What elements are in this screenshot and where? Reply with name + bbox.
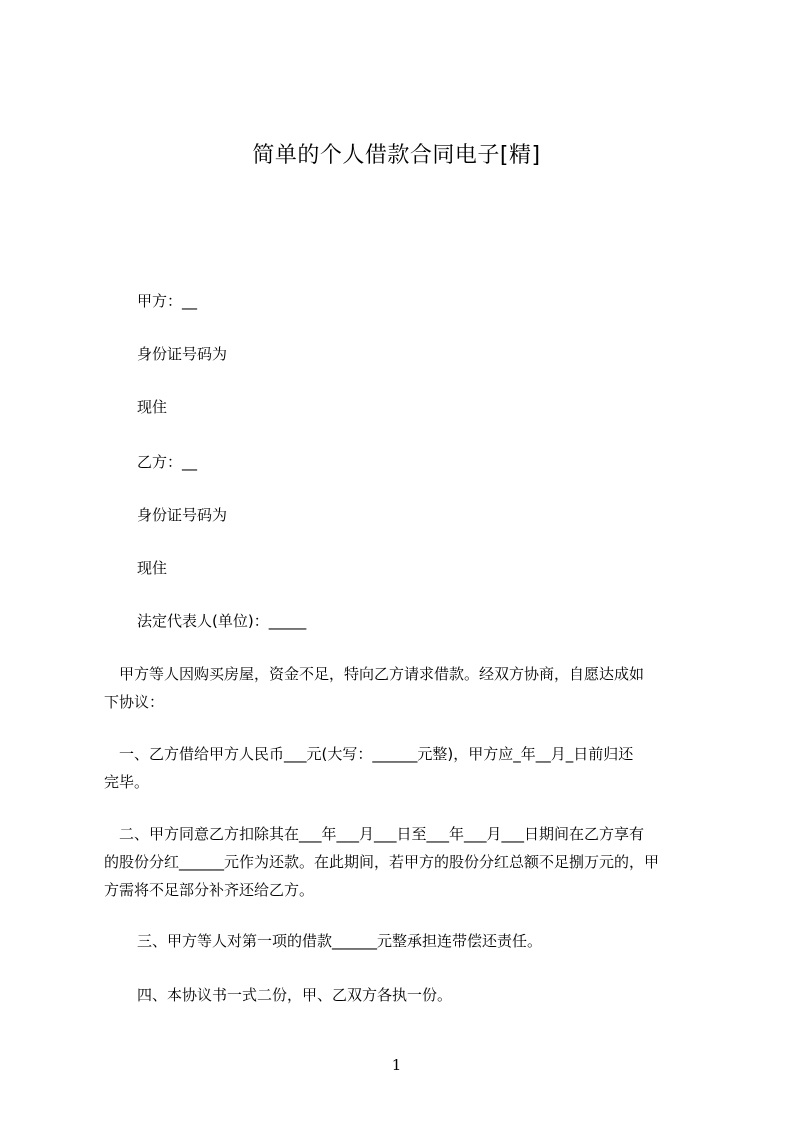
clause-1-line: 一、乙方借给甲方人民币___元(大写：______元整)，甲方应_年__月_日前归还	[104, 745, 634, 763]
party-b-address: 现住	[137, 559, 168, 577]
page-number: 1	[391, 1056, 402, 1074]
party-b-id: 身份证号码为	[137, 506, 228, 524]
party-b-label: 乙方：__	[137, 453, 198, 471]
clause-2-line: 的股份分红______元作为还款。在此期间，若甲方的股份分红总额不足捌万元的，甲	[104, 853, 660, 871]
party-a-label: 甲方：__	[137, 292, 198, 310]
clause-3: 三、甲方等人对第一项的借款______元整承担连带偿还责任。	[137, 932, 543, 950]
clause-2	[104, 820, 704, 904]
party-a-address: 现住	[137, 398, 168, 416]
intro-line: 下协议：	[104, 693, 165, 711]
clause-1-line: 完毕。	[104, 773, 150, 791]
party-a-id: 身份证号码为	[137, 345, 228, 363]
clause-2-line: 方需将不足部分补齐还给乙方。	[104, 881, 315, 899]
clause-2-line: 二、甲方同意乙方扣除其在___年___月___日至___年___月___日期间在乙方享有	[104, 825, 645, 843]
legal-representative: 法定代表人(单位)：_____	[137, 612, 307, 630]
document-title: 简单的个人借款合同电子[精]	[252, 143, 541, 168]
intro-paragraph	[104, 660, 704, 716]
clause-1	[104, 740, 704, 796]
intro-line: 甲方等人因购买房屋，资金不足，特向乙方请求借款。经双方协商，自愿达成如	[104, 665, 645, 683]
clause-4: 四、本协议书一式二份，甲、乙双方各执一份。	[137, 986, 453, 1004]
